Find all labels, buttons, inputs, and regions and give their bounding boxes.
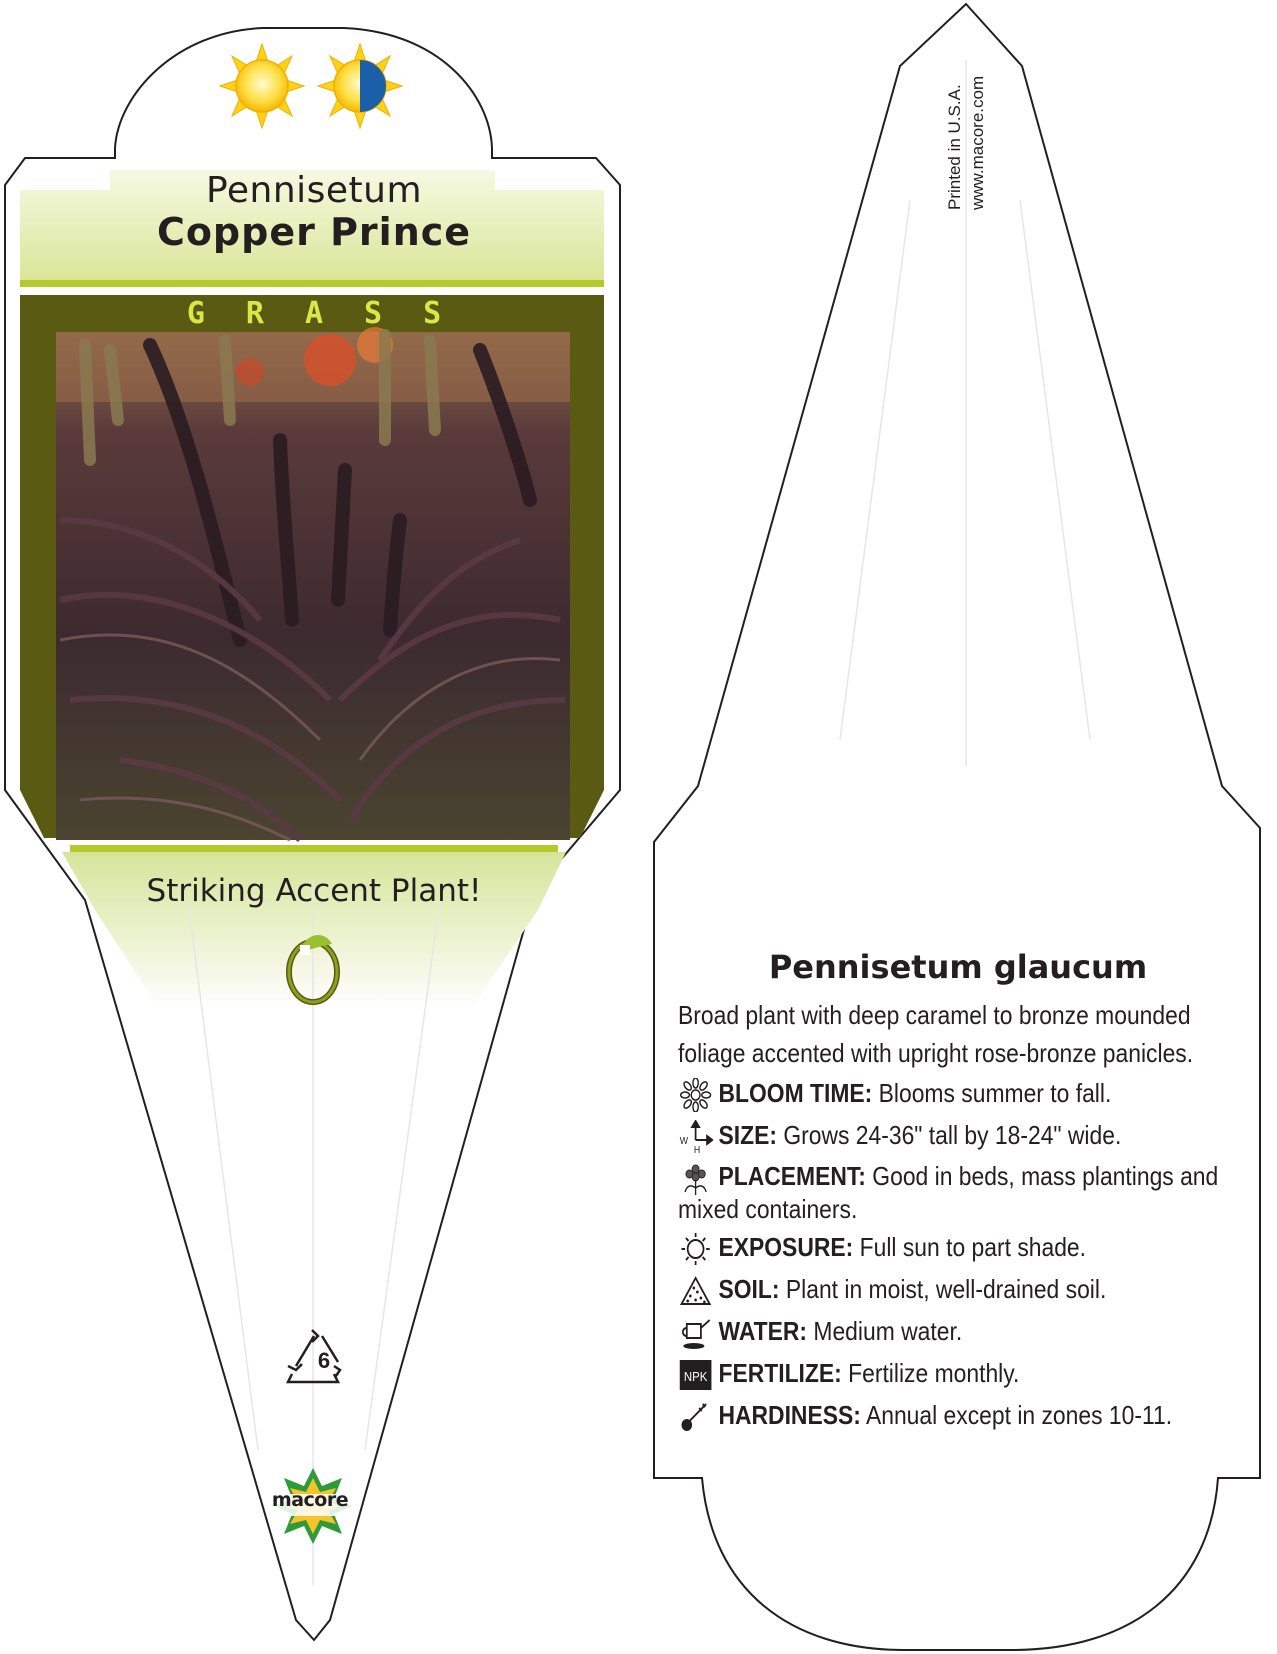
- plant-category: GRASS: [186, 296, 483, 331]
- genus-name: Pennisetum: [205, 170, 423, 211]
- macore-logo-text: macore: [271, 1489, 349, 1511]
- placement-label: PLACEMENT:: [718, 1161, 866, 1191]
- spec-soil: [678, 1268, 1277, 1310]
- watering-can-icon: [678, 1316, 713, 1350]
- size-icon: [678, 1120, 713, 1154]
- spec-exposure: [678, 1226, 1277, 1268]
- botanical-name: Pennisetum glaucum: [768, 948, 1148, 986]
- hardiness-value: Annual except in zones 10-11.: [865, 1400, 1173, 1430]
- website: www.macore.com: [968, 75, 987, 210]
- spec-bloom-time: [678, 1072, 1277, 1114]
- title-band-rule: [20, 280, 604, 287]
- soil-label: SOIL:: [718, 1274, 780, 1304]
- cultivar-name: Copper Prince: [156, 210, 472, 254]
- spec-size: [678, 1114, 1277, 1156]
- exposure-value: Full sun to part shade.: [859, 1232, 1087, 1262]
- placement-icon: [678, 1162, 713, 1196]
- thermometer-icon: [678, 1400, 713, 1434]
- plant-photo: [56, 327, 570, 840]
- placement-continuation: mixed containers.: [678, 1194, 858, 1224]
- print-note: Printed in U.S.A.: [945, 84, 964, 210]
- water-value: Medium water.: [813, 1316, 963, 1346]
- care-info: [678, 948, 1238, 1436]
- spec-water: [678, 1310, 1277, 1352]
- svg-text:NPK: NPK: [683, 1369, 708, 1385]
- exposure-label: EXPOSURE:: [718, 1232, 854, 1262]
- part-shade-icon: [318, 44, 402, 128]
- bloom-time-value: Blooms summer to fall.: [878, 1078, 1112, 1108]
- size-label: SIZE:: [718, 1120, 777, 1150]
- svg-text:W: W: [679, 1134, 689, 1147]
- svg-text:H: H: [693, 1143, 701, 1154]
- placement-value: Good in beds, mass plantings and: [872, 1161, 1219, 1191]
- flower-icon: [678, 1078, 713, 1112]
- soil-value: Plant in moist, well-drained soil.: [785, 1274, 1107, 1304]
- description: Broad plant with deep caramel to bronze mounded foliage accented with upright rose-bronze panicles.: [678, 1000, 1194, 1068]
- water-label: WATER:: [718, 1316, 808, 1346]
- tagline: Striking Accent Plant!: [146, 873, 482, 909]
- frame-rule: [70, 845, 558, 852]
- fertilize-value: Fertilize monthly.: [848, 1358, 1020, 1388]
- full-sun-icon: [220, 44, 304, 128]
- spec-fertilize: [678, 1352, 1277, 1394]
- fertilize-label: FERTILIZE:: [718, 1358, 842, 1388]
- size-value: Grows 24-36" tall by 18-24" wide.: [783, 1120, 1122, 1150]
- hardiness-label: HARDINESS:: [718, 1400, 861, 1430]
- sun-icon: [678, 1232, 713, 1266]
- spec-hardiness: [678, 1394, 1277, 1436]
- soil-icon: [678, 1274, 713, 1308]
- spec-placement: [678, 1156, 1277, 1196]
- recycle-code: 6: [317, 1348, 331, 1373]
- npk-icon: [678, 1358, 713, 1392]
- bloom-time-label: BLOOM TIME:: [718, 1078, 873, 1108]
